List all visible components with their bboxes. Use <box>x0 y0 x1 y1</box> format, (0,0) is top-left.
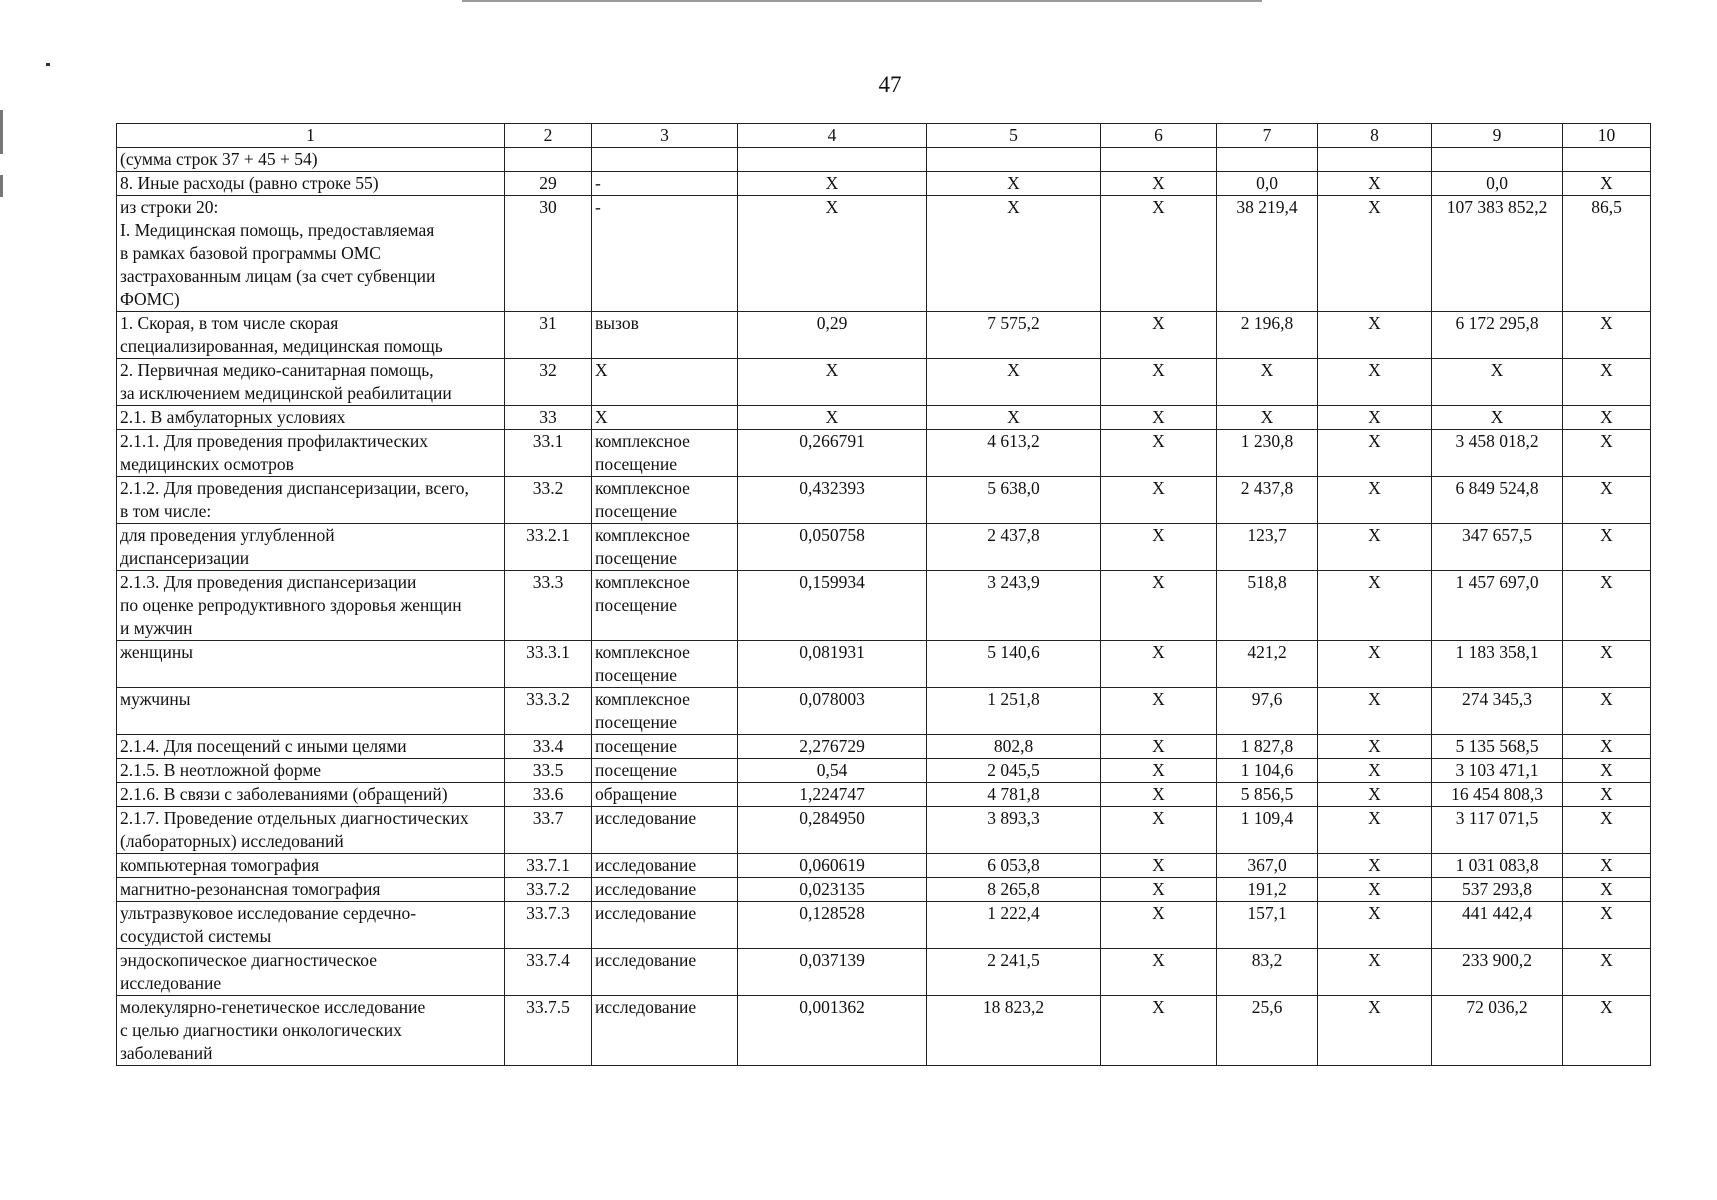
column-header: 1 <box>117 124 505 148</box>
table-row <box>117 641 1651 688</box>
value-cell-col8: X <box>1318 312 1432 359</box>
report-table <box>116 123 1651 1066</box>
value-cell-col8: X <box>1318 688 1432 735</box>
value-cell-col9: 3 117 071,5 <box>1432 807 1563 854</box>
table-row <box>117 854 1651 878</box>
row-number-cell: 33.7 <box>505 807 592 854</box>
row-name-cell: эндоскопическое диагностическое исследование <box>117 949 505 996</box>
scan-edge-mark <box>0 110 3 154</box>
table-row <box>117 759 1651 783</box>
value-cell-col7: 83,2 <box>1217 949 1318 996</box>
scan-dot <box>46 63 50 66</box>
table-row <box>117 148 1651 172</box>
value-cell-col7: X <box>1217 406 1318 430</box>
unit-cell: исследование <box>592 878 738 902</box>
row-number-cell: 29 <box>505 172 592 196</box>
value-cell-col10: X <box>1563 312 1651 359</box>
value-cell-col5: 3 893,3 <box>927 807 1101 854</box>
value-cell-col10: X <box>1563 735 1651 759</box>
unit-cell: исследование <box>592 902 738 949</box>
table-row <box>117 172 1651 196</box>
value-cell-col7: 157,1 <box>1217 902 1318 949</box>
row-name-cell: магнитно-резонансная томография <box>117 878 505 902</box>
value-cell-col9: 1 183 358,1 <box>1432 641 1563 688</box>
value-cell-col4: X <box>738 196 927 312</box>
value-cell-col7: 1 230,8 <box>1217 430 1318 477</box>
value-cell-col6: X <box>1101 735 1217 759</box>
value-cell-col8: X <box>1318 807 1432 854</box>
row-number-cell: 32 <box>505 359 592 406</box>
column-header: 7 <box>1217 124 1318 148</box>
value-cell-col5: 5 140,6 <box>927 641 1101 688</box>
row-number-cell: 33.3 <box>505 571 592 641</box>
value-cell-col5: 18 823,2 <box>927 996 1101 1066</box>
row-number-cell: 33.1 <box>505 430 592 477</box>
value-cell-col10: X <box>1563 878 1651 902</box>
unit-cell: комплексное посещение <box>592 688 738 735</box>
row-number-cell: 33.7.3 <box>505 902 592 949</box>
value-cell-col5: 3 243,9 <box>927 571 1101 641</box>
value-cell-col9: 537 293,8 <box>1432 878 1563 902</box>
value-cell-col5: 2 045,5 <box>927 759 1101 783</box>
value-cell-col9: 0,0 <box>1432 172 1563 196</box>
unit-cell: X <box>592 359 738 406</box>
table-row <box>117 783 1651 807</box>
table-row <box>117 735 1651 759</box>
table-row <box>117 196 1651 312</box>
value-cell-col4 <box>738 148 927 172</box>
row-number-cell: 33.5 <box>505 759 592 783</box>
value-cell-col6: X <box>1101 759 1217 783</box>
value-cell-col4: 0,037139 <box>738 949 927 996</box>
value-cell-col10: X <box>1563 172 1651 196</box>
value-cell-col4: X <box>738 172 927 196</box>
value-cell-col8: X <box>1318 406 1432 430</box>
row-number-cell: 33.7.5 <box>505 996 592 1066</box>
value-cell-col9: 3 458 018,2 <box>1432 430 1563 477</box>
value-cell-col4: 0,001362 <box>738 996 927 1066</box>
value-cell-col9: 5 135 568,5 <box>1432 735 1563 759</box>
value-cell-col10 <box>1563 148 1651 172</box>
table-row <box>117 312 1651 359</box>
value-cell-col7: X <box>1217 359 1318 406</box>
row-name-cell: из строки 20: I. Медицинская помощь, предоставляемая в рамках базовой программы ОМС застрахованным лицам (за счет субвенции ФОМС) <box>117 196 505 312</box>
value-cell-col6: X <box>1101 430 1217 477</box>
value-cell-col4: 0,266791 <box>738 430 927 477</box>
row-number-cell: 33.7.2 <box>505 878 592 902</box>
table-row <box>117 688 1651 735</box>
value-cell-col10: X <box>1563 430 1651 477</box>
value-cell-col9: 274 345,3 <box>1432 688 1563 735</box>
value-cell-col9: 6 849 524,8 <box>1432 477 1563 524</box>
value-cell-col7: 191,2 <box>1217 878 1318 902</box>
row-number-cell: 33.4 <box>505 735 592 759</box>
value-cell-col10: X <box>1563 406 1651 430</box>
row-number-cell: 33.2.1 <box>505 524 592 571</box>
value-cell-col9: 72 036,2 <box>1432 996 1563 1066</box>
value-cell-col10: X <box>1563 759 1651 783</box>
table-row <box>117 406 1651 430</box>
column-header: 3 <box>592 124 738 148</box>
value-cell-col6: X <box>1101 196 1217 312</box>
value-cell-col4: 0,128528 <box>738 902 927 949</box>
value-cell-col4: 0,29 <box>738 312 927 359</box>
value-cell-col5: X <box>927 172 1101 196</box>
value-cell-col6: X <box>1101 359 1217 406</box>
table-body <box>117 124 1651 1066</box>
value-cell-col8: X <box>1318 196 1432 312</box>
value-cell-col7: 421,2 <box>1217 641 1318 688</box>
row-name-cell: 8. Иные расходы (равно строке 55) <box>117 172 505 196</box>
unit-cell: обращение <box>592 783 738 807</box>
unit-cell: комплексное посещение <box>592 641 738 688</box>
row-name-cell: 2.1.3. Для проведения диспансеризации по оценке репродуктивного здоровья женщин и мужчин <box>117 571 505 641</box>
value-cell-col8: X <box>1318 172 1432 196</box>
value-cell-col10: X <box>1563 477 1651 524</box>
value-cell-col6: X <box>1101 949 1217 996</box>
row-name-cell: 2.1.4. Для посещений с иными целями <box>117 735 505 759</box>
value-cell-col8: X <box>1318 878 1432 902</box>
value-cell-col6: X <box>1101 172 1217 196</box>
value-cell-col5: 8 265,8 <box>927 878 1101 902</box>
value-cell-col6: X <box>1101 807 1217 854</box>
value-cell-col6: X <box>1101 688 1217 735</box>
page-number: 47 <box>878 72 902 97</box>
value-cell-col5: X <box>927 359 1101 406</box>
value-cell-col6: X <box>1101 854 1217 878</box>
value-cell-col5: 2 241,5 <box>927 949 1101 996</box>
value-cell-col9: 6 172 295,8 <box>1432 312 1563 359</box>
column-header: 6 <box>1101 124 1217 148</box>
unit-cell: - <box>592 196 738 312</box>
value-cell-col10: X <box>1563 688 1651 735</box>
value-cell-col8: X <box>1318 641 1432 688</box>
value-cell-col7: 1 104,6 <box>1217 759 1318 783</box>
unit-cell: исследование <box>592 807 738 854</box>
value-cell-col6: X <box>1101 477 1217 524</box>
value-cell-col8: X <box>1318 996 1432 1066</box>
value-cell-col6: X <box>1101 312 1217 359</box>
value-cell-col8: X <box>1318 783 1432 807</box>
value-cell-col5: 1 222,4 <box>927 902 1101 949</box>
row-number-cell: 31 <box>505 312 592 359</box>
column-header: 9 <box>1432 124 1563 148</box>
row-number-cell: 33 <box>505 406 592 430</box>
value-cell-col6 <box>1101 148 1217 172</box>
unit-cell: комплексное посещение <box>592 477 738 524</box>
value-cell-col5: 5 638,0 <box>927 477 1101 524</box>
value-cell-col9: X <box>1432 406 1563 430</box>
value-cell-col6: X <box>1101 878 1217 902</box>
value-cell-col10: 86,5 <box>1563 196 1651 312</box>
value-cell-col6: X <box>1101 783 1217 807</box>
value-cell-col7: 123,7 <box>1217 524 1318 571</box>
value-cell-col8: X <box>1318 854 1432 878</box>
scan-edge-mark <box>0 175 3 197</box>
row-name-cell: 2. Первичная медико-санитарная помощь, за исключением медицинской реабилитации <box>117 359 505 406</box>
value-cell-col10: X <box>1563 359 1651 406</box>
value-cell-col8: X <box>1318 902 1432 949</box>
value-cell-col6: X <box>1101 571 1217 641</box>
row-number-cell: 33.7.4 <box>505 949 592 996</box>
value-cell-col4: 1,224747 <box>738 783 927 807</box>
value-cell-col6: X <box>1101 902 1217 949</box>
row-name-cell: 2.1. В амбулаторных условиях <box>117 406 505 430</box>
unit-cell: комплексное посещение <box>592 524 738 571</box>
row-name-cell: 1. Скорая, в том числе скорая специализированная, медицинская помощь <box>117 312 505 359</box>
unit-cell <box>592 148 738 172</box>
value-cell-col5: 4 613,2 <box>927 430 1101 477</box>
value-cell-col5: 1 251,8 <box>927 688 1101 735</box>
column-header: 8 <box>1318 124 1432 148</box>
value-cell-col7: 518,8 <box>1217 571 1318 641</box>
row-number-cell: 33.3.1 <box>505 641 592 688</box>
column-header: 2 <box>505 124 592 148</box>
value-cell-col7: 5 856,5 <box>1217 783 1318 807</box>
value-cell-col9: 107 383 852,2 <box>1432 196 1563 312</box>
row-name-cell: молекулярно-генетическое исследование с целью диагностики онкологических заболеваний <box>117 996 505 1066</box>
value-cell-col7: 367,0 <box>1217 854 1318 878</box>
value-cell-col9: 1 457 697,0 <box>1432 571 1563 641</box>
value-cell-col5: 7 575,2 <box>927 312 1101 359</box>
unit-cell: посещение <box>592 759 738 783</box>
unit-cell: комплексное посещение <box>592 571 738 641</box>
unit-cell: исследование <box>592 949 738 996</box>
row-name-cell: 2.1.5. В неотложной форме <box>117 759 505 783</box>
value-cell-col8: X <box>1318 477 1432 524</box>
value-cell-col9: 16 454 808,3 <box>1432 783 1563 807</box>
unit-cell: вызов <box>592 312 738 359</box>
value-cell-col8: X <box>1318 524 1432 571</box>
row-name-cell: ультразвуковое исследование сердечно- сосудистой системы <box>117 902 505 949</box>
unit-cell: X <box>592 406 738 430</box>
value-cell-col8: X <box>1318 735 1432 759</box>
table-row <box>117 430 1651 477</box>
row-number-cell: 33.6 <box>505 783 592 807</box>
value-cell-col6: X <box>1101 641 1217 688</box>
value-cell-col5: 4 781,8 <box>927 783 1101 807</box>
row-name-cell: мужчины <box>117 688 505 735</box>
column-header-row <box>117 124 1651 148</box>
value-cell-col7: 38 219,4 <box>1217 196 1318 312</box>
value-cell-col9: 3 103 471,1 <box>1432 759 1563 783</box>
value-cell-col7: 2 437,8 <box>1217 477 1318 524</box>
table-row <box>117 878 1651 902</box>
value-cell-col10: X <box>1563 902 1651 949</box>
row-name-cell: 2.1.1. Для проведения профилактических медицинских осмотров <box>117 430 505 477</box>
row-name-cell: женщины <box>117 641 505 688</box>
value-cell-col7: 25,6 <box>1217 996 1318 1066</box>
row-number-cell: 33.3.2 <box>505 688 592 735</box>
unit-cell: исследование <box>592 996 738 1066</box>
value-cell-col5: X <box>927 196 1101 312</box>
value-cell-col4: 0,078003 <box>738 688 927 735</box>
value-cell-col10: X <box>1563 524 1651 571</box>
value-cell-col4: 0,060619 <box>738 854 927 878</box>
value-cell-col5 <box>927 148 1101 172</box>
value-cell-col4: 0,081931 <box>738 641 927 688</box>
row-name-cell: (сумма строк 37 + 45 + 54) <box>117 148 505 172</box>
value-cell-col10: X <box>1563 807 1651 854</box>
value-cell-col7: 0,0 <box>1217 172 1318 196</box>
unit-cell: посещение <box>592 735 738 759</box>
row-name-cell: 2.1.2. Для проведения диспансеризации, всего, в том числе: <box>117 477 505 524</box>
unit-cell: исследование <box>592 854 738 878</box>
value-cell-col6: X <box>1101 996 1217 1066</box>
value-cell-col5: 6 053,8 <box>927 854 1101 878</box>
value-cell-col9: 347 657,5 <box>1432 524 1563 571</box>
table-row <box>117 996 1651 1066</box>
value-cell-col10: X <box>1563 949 1651 996</box>
row-name-cell: 2.1.7. Проведение отдельных диагностических (лабораторных) исследований <box>117 807 505 854</box>
value-cell-col7: 2 196,8 <box>1217 312 1318 359</box>
value-cell-col5: 802,8 <box>927 735 1101 759</box>
table-row <box>117 524 1651 571</box>
value-cell-col9: 1 031 083,8 <box>1432 854 1563 878</box>
value-cell-col5: X <box>927 406 1101 430</box>
value-cell-col6: X <box>1101 406 1217 430</box>
value-cell-col4: 0,284950 <box>738 807 927 854</box>
value-cell-col8: X <box>1318 759 1432 783</box>
value-cell-col4: 0,54 <box>738 759 927 783</box>
row-name-cell: для проведения углубленной диспансеризации <box>117 524 505 571</box>
value-cell-col4: 0,159934 <box>738 571 927 641</box>
table-row <box>117 949 1651 996</box>
unit-cell: - <box>592 172 738 196</box>
row-number-cell: 33.7.1 <box>505 854 592 878</box>
table-row <box>117 359 1651 406</box>
value-cell-col10: X <box>1563 571 1651 641</box>
value-cell-col10: X <box>1563 641 1651 688</box>
top-rule <box>462 0 1262 2</box>
value-cell-col6: X <box>1101 524 1217 571</box>
value-cell-col7: 1 827,8 <box>1217 735 1318 759</box>
value-cell-col4: 0,023135 <box>738 878 927 902</box>
value-cell-col9: X <box>1432 359 1563 406</box>
unit-cell: комплексное посещение <box>592 430 738 477</box>
value-cell-col4: X <box>738 406 927 430</box>
value-cell-col10: X <box>1563 783 1651 807</box>
table-row <box>117 902 1651 949</box>
column-header: 4 <box>738 124 927 148</box>
row-number-cell: 33.2 <box>505 477 592 524</box>
value-cell-col8: X <box>1318 430 1432 477</box>
value-cell-col8: X <box>1318 571 1432 641</box>
row-name-cell: компьютерная томография <box>117 854 505 878</box>
value-cell-col8: X <box>1318 359 1432 406</box>
row-number-cell: 30 <box>505 196 592 312</box>
column-header: 5 <box>927 124 1101 148</box>
value-cell-col4: X <box>738 359 927 406</box>
value-cell-col10: X <box>1563 854 1651 878</box>
value-cell-col8 <box>1318 148 1432 172</box>
value-cell-col4: 2,276729 <box>738 735 927 759</box>
value-cell-col4: 0,050758 <box>738 524 927 571</box>
row-number-cell <box>505 148 592 172</box>
column-header: 10 <box>1563 124 1651 148</box>
value-cell-col8: X <box>1318 949 1432 996</box>
table-row <box>117 571 1651 641</box>
value-cell-col10: X <box>1563 996 1651 1066</box>
value-cell-col9: 441 442,4 <box>1432 902 1563 949</box>
value-cell-col7 <box>1217 148 1318 172</box>
value-cell-col9 <box>1432 148 1563 172</box>
value-cell-col7: 97,6 <box>1217 688 1318 735</box>
value-cell-col9: 233 900,2 <box>1432 949 1563 996</box>
value-cell-col4: 0,432393 <box>738 477 927 524</box>
table-row <box>117 477 1651 524</box>
row-name-cell: 2.1.6. В связи с заболеваниями (обращений) <box>117 783 505 807</box>
table-row <box>117 807 1651 854</box>
value-cell-col5: 2 437,8 <box>927 524 1101 571</box>
value-cell-col7: 1 109,4 <box>1217 807 1318 854</box>
